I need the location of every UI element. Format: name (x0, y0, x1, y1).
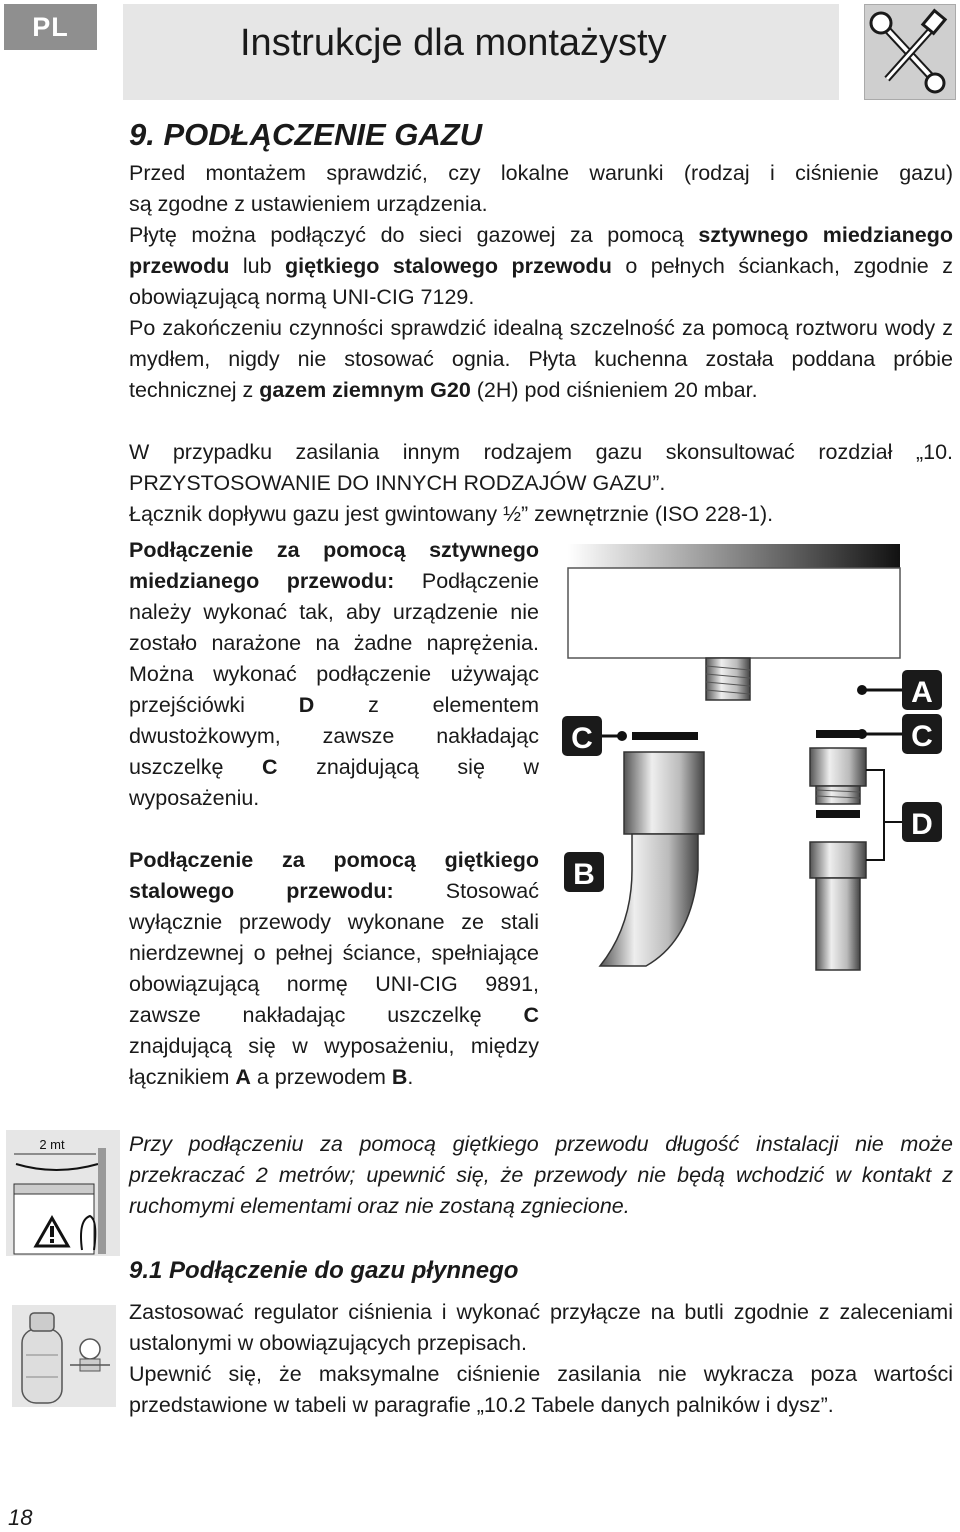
label-ref-a: A (235, 1065, 251, 1089)
language-badge: PL (4, 4, 97, 50)
emphasis-flexible-pipe: giętkiego stalowego przewodu (285, 254, 612, 278)
label-c-left: C (571, 722, 593, 755)
flex-heading: Podłączenie za pomocą giętkiego stalowego przewodu: (129, 848, 539, 903)
page-number: 18 (8, 1505, 33, 1530)
text-span: Stosować wyłącznie przewody wykonane ze stali nierdzewnej o pełnej ściance, spełniające obowiązującą normę UNI-CIG 9891, zawsze nakładając uszczelkę (129, 879, 539, 1027)
hob-body (568, 568, 900, 658)
text-line: Przed montażem sprawdzić, czy lokalne warunki (rodzaj i ciśnienie gazu) (129, 161, 953, 185)
paragraph-other-gas (129, 437, 953, 499)
compression-nut (810, 842, 866, 878)
text-line: W przypadku zasilania innym rodzajem gazu skonsultować rozdział „10. (129, 440, 953, 464)
copper-pipe (816, 878, 860, 970)
label-c-right: C (911, 720, 933, 753)
emphasis-gas-type: gazem ziemnym G20 (259, 378, 471, 402)
text-line: PRZYSTOSOWANIE DO INNYCH RODZAJÓW GAZU”. (129, 471, 666, 495)
label-a: A (911, 676, 933, 709)
flexible-hose (600, 834, 698, 966)
connection-diagram (560, 540, 960, 980)
hose-length-warning-icon (6, 1130, 120, 1256)
lpg-cylinder-icon (12, 1305, 116, 1407)
page-title: Instrukcje dla montażysty (240, 22, 667, 64)
gasket-right (816, 730, 862, 738)
text-line: są zgodne z ustawieniem urządzenia. (129, 192, 488, 216)
paragraph-thread: Łącznik dopływu gazu jest gwintowany ½” zewnętrznie (ISO 228-1). (129, 502, 774, 526)
text-span: znajdującą się w wyposażeniu, między łącznikiem (129, 1034, 539, 1089)
text-span: (2H) pod ciśnieniem 20 mbar. (470, 378, 758, 402)
text-span: znajdującą się w wyposażeniu. (129, 755, 539, 810)
text-span: o pełnych ściankach, zgodnie z obowiązującą normą UNI-CIG 7129. (129, 254, 953, 309)
paragraph-flexible-connection (129, 845, 539, 1093)
text-span: Płytę można podłączyć do sieci gazowej za pomocą (129, 223, 699, 247)
label-ref-d: D (298, 693, 315, 717)
hose-nut (624, 752, 704, 834)
gasket-left (632, 732, 698, 740)
warning-paragraph: Przy podłączeniu za pomocą giętkiego przewodu długość instalacji nie może przekraczać 2 metrów; upewnić się, że przewody nie będą wchodzić w kontakt z ruchomymi elementami oraz nie zostaną zgniecione. (129, 1132, 953, 1218)
label-d: D (911, 808, 933, 841)
section-title: 9. PODŁĄCZENIE GAZU (129, 117, 483, 152)
paragraph-max-pressure: Upewnić się, że maksymalne ciśnienie zasilania nie wykracza poza wartości przedstawione w tabeli w paragrafie „10.2 Tabele danych palników i dysz”. (129, 1362, 953, 1417)
paragraph-rigid-connection (129, 535, 539, 814)
length-label: 2 mt (39, 1137, 65, 1152)
adapter-thread (816, 786, 860, 804)
paragraph-connection-types (129, 220, 953, 313)
label-ref-c: C (523, 1003, 539, 1027)
text-span: z elementem dwustożkowym, zawsze nakładając uszczelkę (129, 693, 539, 779)
hob-edge (568, 544, 900, 568)
subsection-title: 9.1 Podłączenie do gazu płynnego (129, 1257, 519, 1284)
rigid-heading: Podłączenie za pomocą sztywnego miedzianego przewodu: (129, 538, 539, 593)
label-b: B (573, 858, 595, 891)
text-span: . (407, 1065, 414, 1089)
paragraph-regulator: Zastosować regulator ciśnienia i wykonać przyłącze na butli zgodnie z zaleceniami ustalonymi w obowiązujących przepisach. (129, 1300, 953, 1355)
text-span: Podłączenie należy wykonać tak, aby urządzenie nie zostało narażone na żadne naprężenia. Można wykonać podłączenie używając przejściówki (129, 569, 539, 717)
paragraph-intro (129, 158, 953, 220)
text-span: lub (229, 254, 286, 278)
label-ref-c: C (261, 755, 278, 779)
label-ref-b: B (391, 1065, 408, 1089)
biconic-ring (816, 810, 860, 818)
tools-icon (864, 4, 956, 100)
text-span: Po zakończeniu czynności sprawdzić idealną szczelność za pomocą roztworu wody z mydłem, nigdy nie stosować ognia. Płyta kuchenna została poddana próbie technicznej z (129, 316, 953, 402)
paragraph-leak-test (129, 313, 953, 406)
text-span: a przewodem (250, 1065, 392, 1089)
adapter-nut (810, 748, 866, 786)
emphasis-rigid-pipe: sztywnego miedzianego przewodu (129, 223, 953, 278)
